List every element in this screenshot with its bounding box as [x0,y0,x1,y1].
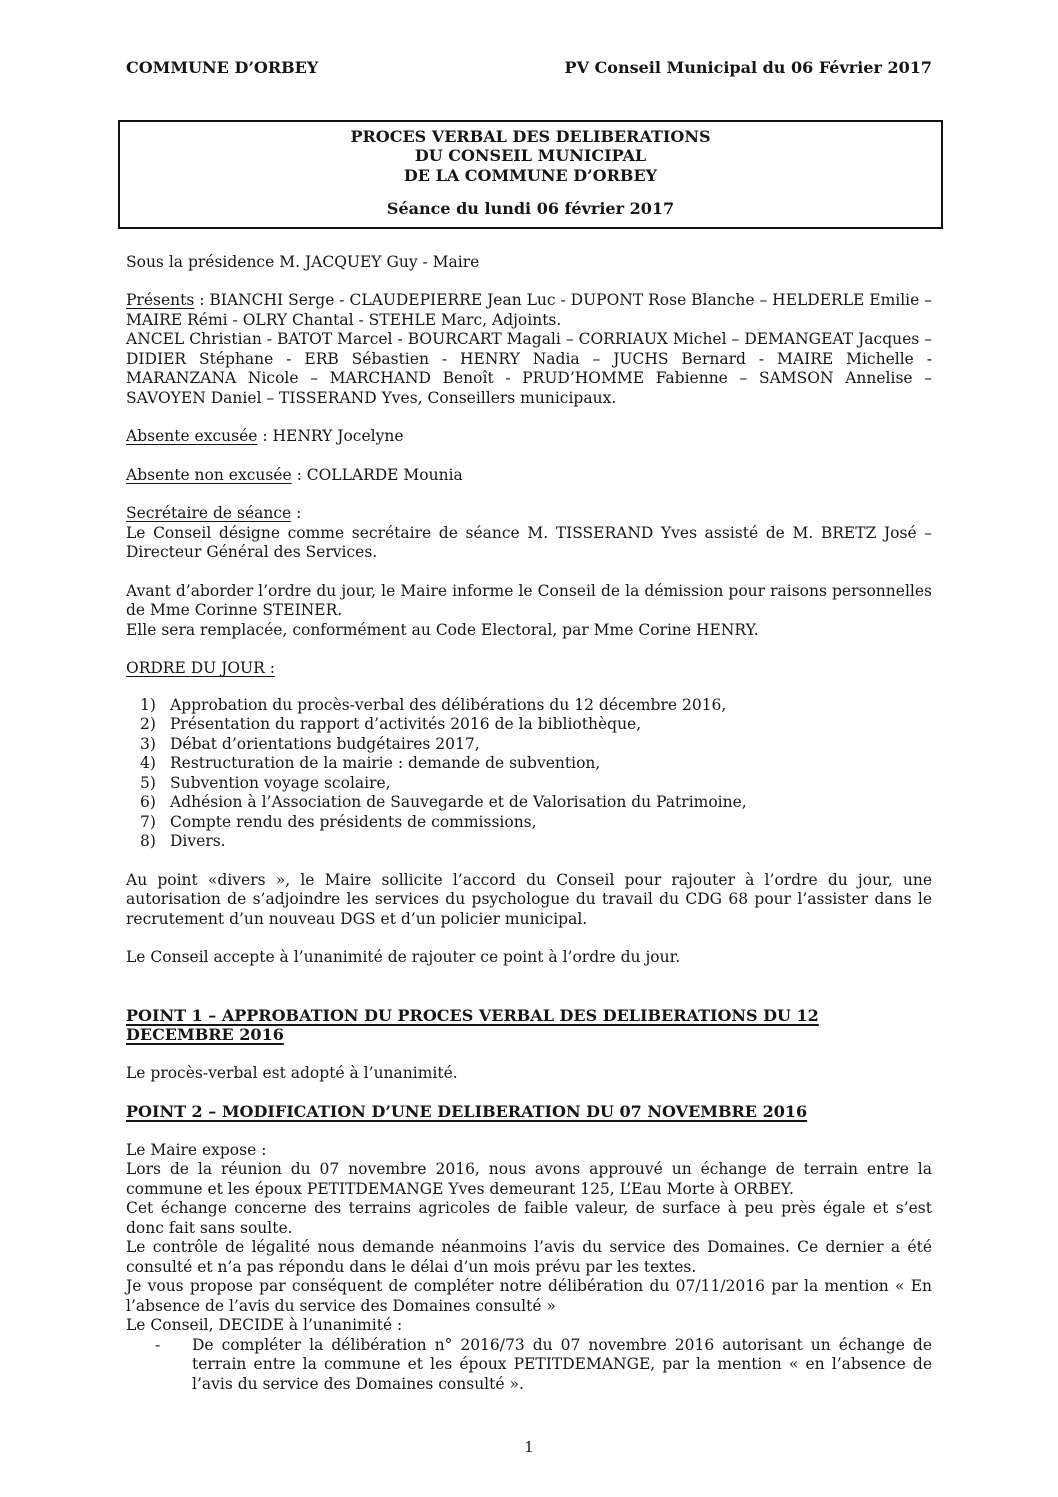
presents-adjoints-text: : BIANCHI Serge - CLAUDEPIERRE Jean Luc - DUPONT Rose Blanche – HELDERLE Emilie – MAIRE Rémi - OLRY Chantal - STEHLE Marc, Adjoints. [126,291,932,329]
agenda-item-number: 5) [140,773,156,792]
absente-non-excusee-line [126,466,932,486]
agenda-item [126,735,932,755]
secretaire-block [126,504,932,563]
point2-paragraph-1: Lors de la réunion du 07 novembre 2016, nous avons approuvé un échange de terrain entre la commune et les époux PETITDEMANGE Yves demeurant 125, L’Eau Morte à ORBEY. [126,1160,932,1198]
absente-excusee-line [126,427,932,447]
agenda-item-text: Restructuration de la mairie : demande de subvention, [170,754,601,772]
page-number: 1 [524,1438,534,1456]
pv-header-title: PV Conseil Municipal du 06 Février 2017 [564,58,932,77]
ordre-du-jour-list [126,696,932,852]
agenda-item [126,754,932,774]
agenda-item-text: Présentation du rapport d’activités 2016 de la bibliothèque, [170,715,642,733]
demission-text-1: Avant d’aborder l’ordre du jour, le Maire informe le Conseil de la démission pour raisons personnelles de Mme Corinne STEINER. [126,581,932,619]
agenda-item-number: 7) [140,812,156,831]
secretaire-heading [126,504,932,524]
agenda-item [126,832,932,852]
agenda-item-text: Débat d’orientations budgétaires 2017, [170,734,480,753]
presents-label: Présents [126,291,195,309]
point2-paragraph-4: Je vous propose par conséquent de compléter notre délibération du 07/11/2016 par la mention « En l’absence de l’avis du service des Domaines consulté » [126,1277,932,1315]
absente-excusee-label: Absente excusée [126,427,258,445]
point2-heading-text: POINT 2 – MODIFICATION D’UNE DELIBERATION DU 07 NOVEMBRE 2016 [126,1102,808,1121]
agenda-item [126,774,932,794]
agenda-item-number: 4) [140,754,156,772]
title-line-3: DE LA COMMUNE D’ORBEY [403,165,658,185]
secretaire-label: Secrétaire de séance [126,504,292,522]
agenda-item [126,696,932,716]
absente-excusee-value: : HENRY Jocelyne [257,427,404,445]
title-box [118,120,943,229]
presidence-line: Sous la présidence M. JACQUEY Guy - Maire [126,252,480,271]
dash-bullet: - [155,1335,161,1354]
agenda-item [126,793,932,813]
agenda-item-number: 3) [140,734,156,753]
divers-accept-line: Le Conseil accepte à l’unanimité de rajouter ce point à l’ordre du jour. [126,948,681,966]
ordre-du-jour-heading-text: ORDRE DU JOUR : [126,659,275,677]
agenda-item-number: 6) [140,793,156,811]
agenda-item-text: Adhésion à l’Association de Sauvegarde et de Valorisation du Patrimoine, [170,793,747,811]
demission-block [126,582,932,641]
presents-adjoints-line [126,291,932,330]
point2-expose-line: Le Maire expose : [126,1140,267,1159]
absente-non-excusee-label: Absente non excusée [126,465,292,484]
agenda-item [126,715,932,735]
agenda-item-number: 1) [140,695,156,714]
absente-non-excusee-value: : COLLARDE Mounia [291,465,463,484]
title-line-2: DU CONSEIL MUNICIPAL [414,146,647,165]
agenda-item-text: Divers. [170,832,226,850]
session-date: Séance du lundi 06 février 2017 [386,199,675,218]
point2-body [126,1141,932,1395]
agenda-item-text: Compte rendu des présidents de commissions, [170,812,537,831]
agenda-item-text: Approbation du procès-verbal des délibérations du 12 décembre 2016, [170,695,727,714]
point2-decision-item [126,1336,932,1395]
secretaire-colon: : [291,504,302,522]
agenda-item [126,813,932,833]
secretaire-text: Le Conseil désigne comme secrétaire de séance M. TISSERAND Yves assisté de M. BRETZ José – Directeur Général des Services. [126,523,932,561]
point2-decide-line: Le Conseil, DECIDE à l’unanimité : [126,1316,403,1334]
point2-paragraph-2: Cet échange concerne des terrains agricoles de faible valeur, de surface à peu près égale et s’est donc fait sans soulte. [126,1199,932,1237]
point1-heading-text: POINT 1 – APPROBATION DU PROCES VERBAL DES DELIBERATIONS DU 12 DECEMBRE 2016 [126,1005,819,1044]
title-line-1: PROCES VERBAL DES DELIBERATIONS [350,126,711,146]
demission-text-2: Elle sera remplacée, conformément au Code Electoral, par Mme Corine HENRY. [126,620,759,639]
point2-decision-text: De compléter la délibération n° 2016/73 du 07 novembre 2016 autorisant un échange de terrain entre la commune et les époux PETITDEMANGE, par la mention « en l’absence de l’avis du service des Domaines consulté ». [192,1335,932,1393]
divers-note-paragraph: Au point «divers », le Maire sollicite l’accord du Conseil pour rajouter à l’ordre du jour, une autorisation de s’adjoindre les services du psychologue du travail du CDG 68 pour l’assister dans le recrutement d’un nouveau DGS et d’un policier municipal. [126,870,932,928]
presents-paragraph [126,291,932,408]
ordre-du-jour-heading [126,659,932,679]
point1-heading [126,1006,932,1045]
page-header [126,58,932,78]
point2-heading [126,1102,932,1122]
agenda-item-number: 2) [140,715,156,733]
point2-paragraph-3: Le contrôle de légalité nous demande néanmoins l’avis du service des Domaines. Ce dernier a été consulté et n’a pas répondu dans le délai d’un mois prévu par les textes. [126,1238,932,1276]
point1-body: Le procès-verbal est adopté à l’unanimité. [126,1063,458,1082]
commune-title: COMMUNE D’ORBEY [126,58,319,77]
agenda-item-text: Subvention voyage scolaire, [170,773,391,792]
presents-conseillers-line: ANCEL Christian - BATOT Marcel - BOURCART Magali – CORRIAUX Michel – DEMANGEAT Jacques – DIDIER Stéphane - ERB Sébastien - HENRY Nadia – JUCHS Bernard - MAIRE Michelle - MARANZANA Nicole – MARCHAND Benoît - PRUD’HOMME Fabienne – SAMSON Annelise – SAVOYEN Daniel – TISSERAND Yves, Conseillers municipaux. [126,330,932,407]
agenda-item-number: 8) [140,832,156,850]
